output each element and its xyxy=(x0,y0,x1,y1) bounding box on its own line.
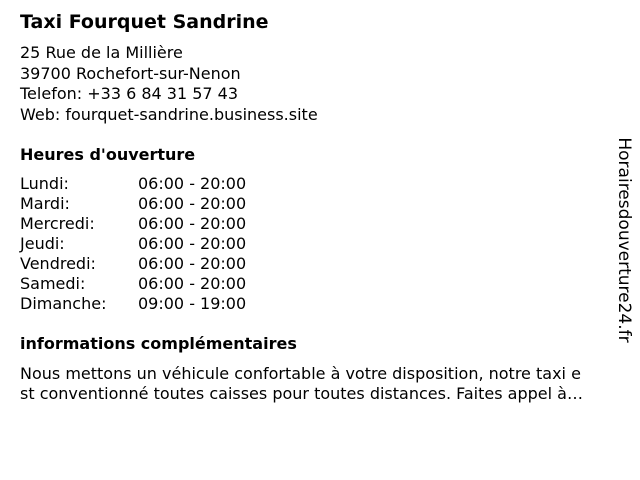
additional-info-heading: informations complémentaires xyxy=(20,334,297,353)
hours-row-saturday xyxy=(20,274,280,294)
additional-info-line: st conventionné toutes caisses pour toutes distances. Faites appel à… xyxy=(20,384,583,403)
hours-time: 06:00 - 20:00 xyxy=(138,194,247,213)
hours-time: 06:00 - 20:00 xyxy=(138,214,247,233)
website: Web: fourquet-sandrine.business.site xyxy=(20,104,318,124)
business-name: Taxi Fourquet Sandrine xyxy=(20,11,269,33)
additional-info-text xyxy=(20,364,632,404)
site-watermark: Horairesdouverture24.fr xyxy=(614,137,634,343)
hours-day: Lundi: xyxy=(20,174,69,193)
hours-day: Vendredi: xyxy=(20,254,96,273)
opening-hours-table xyxy=(20,174,280,314)
hours-row-wednesday xyxy=(20,214,280,234)
hours-time: 06:00 - 20:00 xyxy=(138,234,247,253)
hours-day: Mardi: xyxy=(20,194,70,213)
hours-row-thursday xyxy=(20,234,280,254)
hours-time: 06:00 - 20:00 xyxy=(138,254,247,273)
address-block xyxy=(20,43,318,125)
hours-time: 06:00 - 20:00 xyxy=(138,174,247,193)
hours-time: 09:00 - 19:00 xyxy=(138,294,247,313)
hours-row-tuesday xyxy=(20,194,280,214)
additional-info-line: Nous mettons un véhicule confortable à votre disposition, notre taxi e xyxy=(20,364,581,383)
phone-number: Telefon: +33 6 84 31 57 43 xyxy=(20,84,239,103)
hours-time: 06:00 - 20:00 xyxy=(138,274,247,293)
hours-row-monday xyxy=(20,174,280,194)
hours-row-sunday xyxy=(20,294,280,314)
address-street: 25 Rue de la Millière xyxy=(20,43,183,62)
hours-day: Samedi: xyxy=(20,274,86,293)
hours-day: Jeudi: xyxy=(20,234,65,253)
address-city: 39700 Rochefort-sur-Nenon xyxy=(20,63,241,83)
hours-day: Dimanche: xyxy=(20,294,107,313)
hours-day: Mercredi: xyxy=(20,214,95,233)
opening-hours-heading: Heures d'ouverture xyxy=(20,145,196,164)
hours-row-friday xyxy=(20,254,280,274)
